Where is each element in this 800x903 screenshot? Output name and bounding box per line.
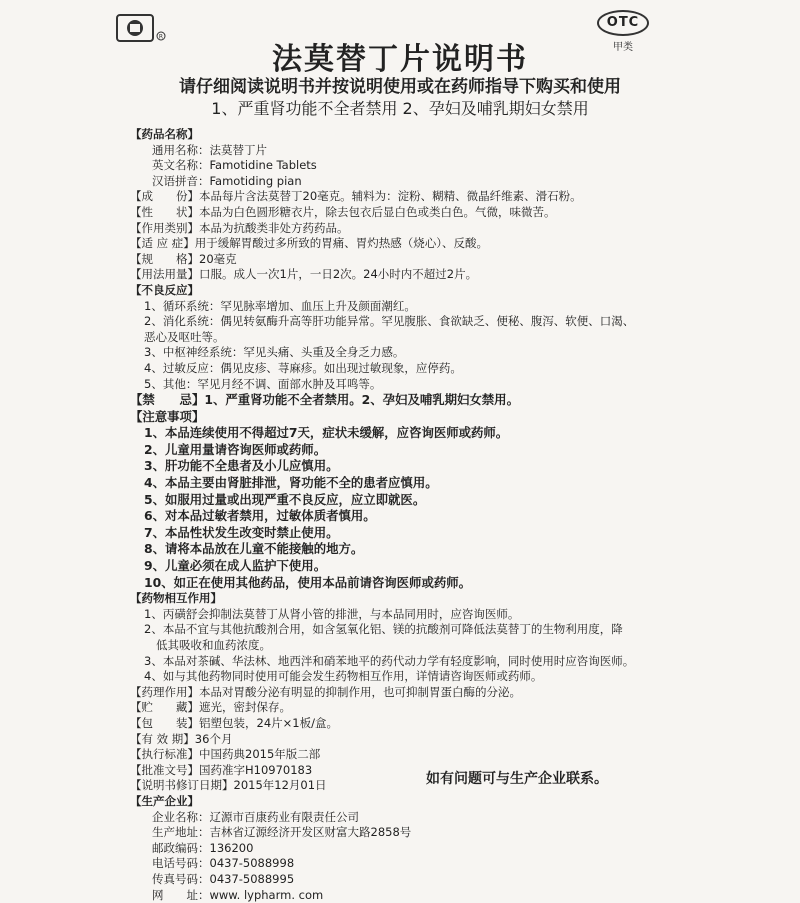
pinyin-name: 汉语拼音：Famotiding pian <box>130 174 670 190</box>
indications: 【适 应 症】用于缓解胃酸过多所致的胃痛、胃灼热感（烧心）、反酸。 <box>130 236 670 252</box>
contact-note: 如有问题可与生产企业联系。 <box>426 768 608 788</box>
interaction-item: 3、本品对茶碱、华法林、地西泮和硝苯地平的药代动力学有轻度影响，同时使用时应咨询医师。 <box>130 654 670 670</box>
adverse-item: 恶心及呕吐等。 <box>130 330 670 346</box>
interaction-item: 低其吸收和血药浓度。 <box>130 638 670 654</box>
otc-label: OTC <box>597 10 649 36</box>
storage: 【贮 藏】遮光，密封保存。 <box>130 700 670 716</box>
english-name: 英文名称：Famotidine Tablets <box>130 158 670 174</box>
precaution-item: 6、对本品过敏者禁用，过敏体质者慎用。 <box>130 508 670 525</box>
common-name: 通用名称：法莫替丁片 <box>130 143 670 159</box>
contraindications: 【禁 忌】1、严重肾功能不全者禁用。2、孕妇及哺乳期妇女禁用。 <box>130 392 670 409</box>
validity: 【有 效 期】36个月 <box>130 732 670 748</box>
manufacturer-header: 【生产企业】 <box>130 794 670 810</box>
precaution-item: 7、本品性状发生改变时禁止使用。 <box>130 525 670 542</box>
adverse-item: 1、循环系统：罕见脉率增加、血压上升及颜面潮红。 <box>130 299 670 315</box>
manufacturer-item: 企业名称：辽源市百康药业有限责任公司 <box>130 810 670 826</box>
reading-instruction: 请仔细阅读说明书并按说明使用或在药师指导下购买和使用 <box>0 72 800 97</box>
specification: 【规 格】20毫克 <box>130 252 670 268</box>
package: 【包 装】铝塑包装，24片×1板/盒。 <box>130 716 670 732</box>
contraindication-warning: 1、严重肾功能不全者禁用 2、孕妇及哺乳期妇女禁用 <box>0 96 800 119</box>
svg-text:R: R <box>159 34 163 41</box>
standard: 【执行标准】中国药典2015年版二部 <box>130 747 670 763</box>
interaction-item: 2、本品不宜与其他抗酸剂合用，如含氢氧化铝、镁的抗酸剂可降低法莫替丁的生物利用度，降 <box>130 622 670 638</box>
adverse-item: 4、过敏反应：偶见皮疹、荨麻疹。如出现过敏现象，应停药。 <box>130 361 670 377</box>
adverse-reactions-header: 【不良反应】 <box>130 283 670 299</box>
approval-number: 【批准文号】国药准字H10970183 <box>130 763 670 779</box>
interaction-item: 1、丙磺舒会抑制法莫替丁从肾小管的排泄，与本品同用时，应咨询医师。 <box>130 607 670 623</box>
drug-name-header: 【药品名称】 <box>130 127 670 143</box>
precaution-item: 3、肝功能不全患者及小儿应慎用。 <box>130 458 670 475</box>
pharmacology: 【药理作用】本品对胃酸分泌有明显的抑制作用，也可抑制胃蛋白酶的分泌。 <box>130 685 670 701</box>
manufacturer-item: 电话号码：0437-5088998 <box>130 856 670 872</box>
precaution-item: 5、如服用过量或出现严重不良反应，应立即就医。 <box>130 492 670 509</box>
manufacturer-item: 网 址：www. lypharm. com <box>130 888 670 903</box>
adverse-item: 3、中枢神经系统：罕见头痛、头重及全身乏力感。 <box>130 345 670 361</box>
precaution-item: 4、本品主要由肾脏排泄，肾功能不全的患者应慎用。 <box>130 475 670 492</box>
precaution-item: 1、本品连续使用不得超过7天，症状未缓解，应咨询医师或药师。 <box>130 425 670 442</box>
otc-class: 甲类 <box>596 38 650 53</box>
adverse-item: 5、其他：罕见月经不调、面部水肿及耳鸣等。 <box>130 377 670 393</box>
category: 【作用类别】本品为抗酸类非处方药药品。 <box>130 221 670 237</box>
adverse-item: 2、消化系统：偶见转氨酶升高等肝功能异常。罕见腹胀、食欲缺乏、便秘、腹泻、软便、口渴、 <box>130 314 670 330</box>
composition: 【成 份】本品每片含法莫替丁20毫克。辅料为：淀粉、糊精、微晶纤维素、滑石粉。 <box>130 189 670 205</box>
manufacturer-item: 生产地址：吉林省辽源经济开发区财富大路2858号 <box>130 825 670 841</box>
precaution-item: 8、请将本品放在儿童不能接触的地方。 <box>130 541 670 558</box>
document-title: 法莫替丁片说明书 <box>0 34 800 78</box>
precautions-header: 【注意事项】 <box>130 409 670 426</box>
manufacturer-item: 邮政编码：136200 <box>130 841 670 857</box>
precaution-item: 9、儿童必须在成人监护下使用。 <box>130 558 670 575</box>
revision-date: 【说明书修订日期】2015年12月01日 <box>130 778 670 794</box>
dosage: 【用法用量】口服。成人一次1片，一日2次。24小时内不超过2片。 <box>130 267 670 283</box>
appearance: 【性 状】本品为白色圆形糖衣片，除去包衣后显白色或类白色。气微，味微苦。 <box>130 205 670 221</box>
interactions-header: 【药物相互作用】 <box>130 591 670 607</box>
precaution-item: 2、儿童用量请咨询医师或药师。 <box>130 442 670 459</box>
precaution-item: 10、如正在使用其他药品，使用本品前请咨询医师或药师。 <box>130 575 670 592</box>
manufacturer-item: 传真号码：0437-5088995 <box>130 872 670 888</box>
interaction-item: 4、如与其他药物同时使用可能会发生药物相互作用，详情请咨询医师或药师。 <box>130 669 670 685</box>
